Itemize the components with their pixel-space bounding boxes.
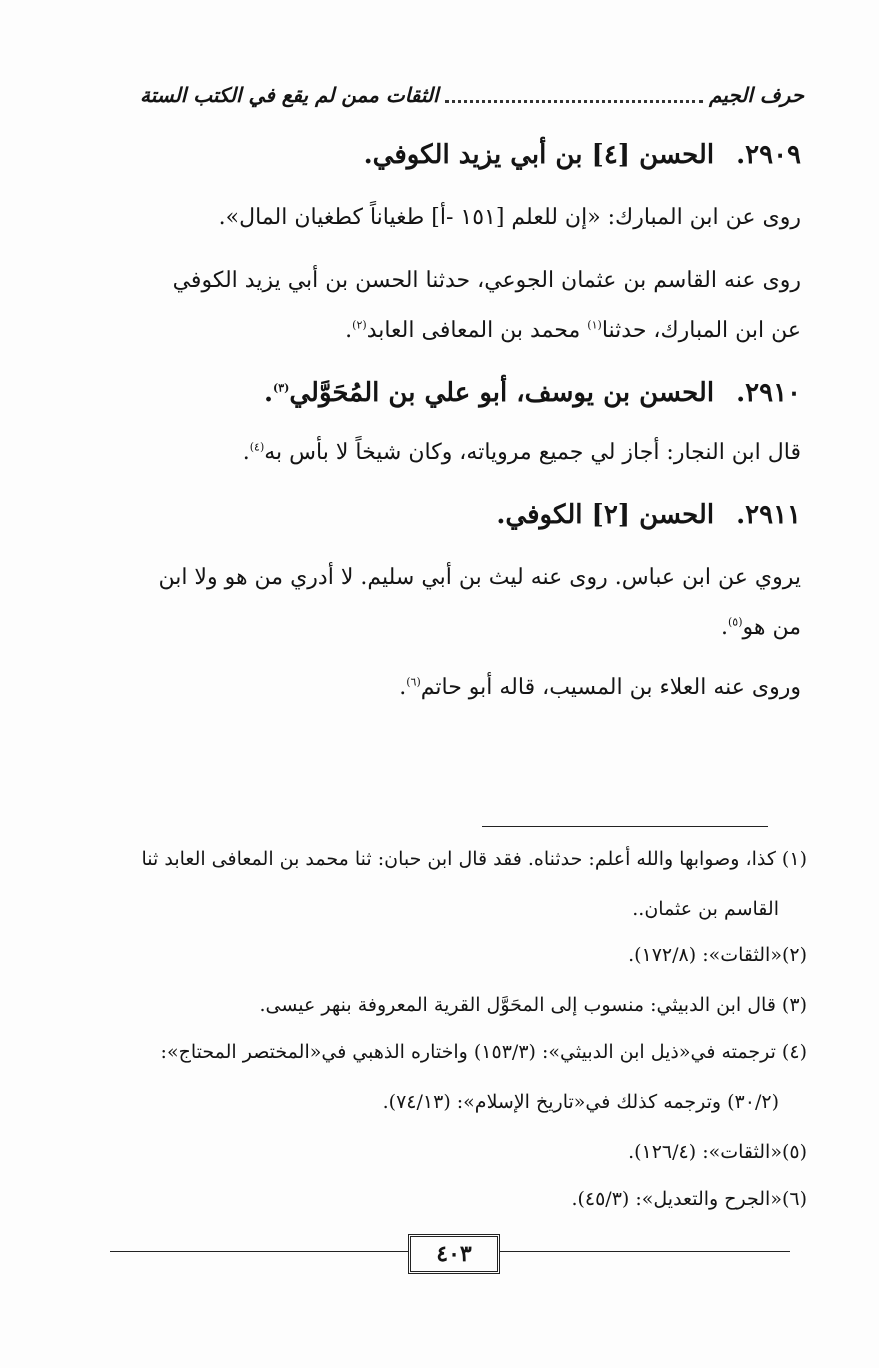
footnote-ref-1: (١) [587,318,602,332]
footnote-6: (٦)«الجرح والتعديل»: (٤٥/٣). [571,1188,807,1210]
header-book-title: الثقات ممن لم يقع في الكتب الستة [140,83,439,107]
footnote-3: (٣) قال ابن الدبيثي: منسوب إلى المحَوَّل القرية المعروفة بنهر عيسى. [259,994,807,1016]
page-number: ٤٠٣ [436,1241,472,1267]
entry-name: الحسن [٤] بن أبي يزيد الكوفي. [363,140,715,170]
entry-number: ٢٩١١. [736,500,801,530]
footnote-separator [482,826,768,827]
entry-2910-title: ٢٩١٠.الحسن بن يوسف، أبو علي بن المُحَوَّلي$^{(٣)}$. [263,378,801,408]
entry-2911-line-3: وروى عنه العلاء بن المسيب، قاله أبو حاتم$^{(٦)}$. [399,675,801,700]
footnote-1-line-1: (١) كذا، وصوابها والله أعلم: حدثناه. فقد قال ابن حبان: ثنا محمد بن المعافى العابد ثنا [141,848,807,870]
entry-2909-line-3: عن ابن المبارك، حدثنا$^{(١)}$ محمد بن المعافى العابد$^{(٢)}$. [345,318,801,343]
footnote-5: (٥)«الثقات»: (١٢٦/٤). [628,1141,807,1163]
footnote-ref-2: (٢) [352,318,367,332]
footnote-ref-3: (٣) [273,381,290,395]
entry-2909-line-1: روى عن ابن المبارك: «إن للعلم [١٥١ -أ] طغياناً كطغيان المال». [218,205,801,230]
footnote-ref-5: (٥) [727,615,743,629]
entry-number: ٢٩٠٩. [736,140,801,170]
running-header [140,80,804,110]
entry-name: الحسن [٢] الكوفي. [496,500,715,530]
entry-2911-line-1: يروي عن ابن عباس. روى عنه ليث بن أبي سليم. لا أدري من هو ولا ابن [158,565,801,590]
footnote-4-line-1: (٤) ترجمته في«ذيل ابن الدبيثي»: (١٥٣/٣) واختاره الذهبي في«المختصر المحتاج»: [160,1041,807,1063]
entry-2909-line-2: روى عنه القاسم بن عثمان الجوعي، حدثنا الحسن بن أبي يزيد الكوفي [172,268,801,293]
footnote-4-line-2: (٣٠/٢) وترجمه كذلك في«تاريخ الإسلام»: (٧٤/١٣). [382,1091,779,1113]
entry-number: ٢٩١٠. [736,378,801,408]
footnote-ref-4: (٤) [249,440,265,454]
entry-name: الحسن بن يوسف، أبو علي بن المُحَوَّلي [289,378,715,408]
footnote-ref-6: (٦) [406,675,421,689]
page-number-box [408,1234,500,1274]
footnote-2: (٢)«الثقات»: (١٧٢/٨). [628,944,807,966]
footnote-1-line-2: القاسم بن عثمان.. [632,898,779,920]
entry-2911-line-2: من هو$^{(٥)}$. [720,615,801,640]
header-section: حرف الجيم [709,83,804,107]
header-dot-leader [445,88,703,103]
entry-2909-title [364,140,801,170]
entry-2910-line-1: قال ابن النجار: أجاز لي جميع مروياته، وكان شيخاً لا بأس به$^{(٤)}$. [242,440,801,465]
entry-2911-title [496,500,801,530]
